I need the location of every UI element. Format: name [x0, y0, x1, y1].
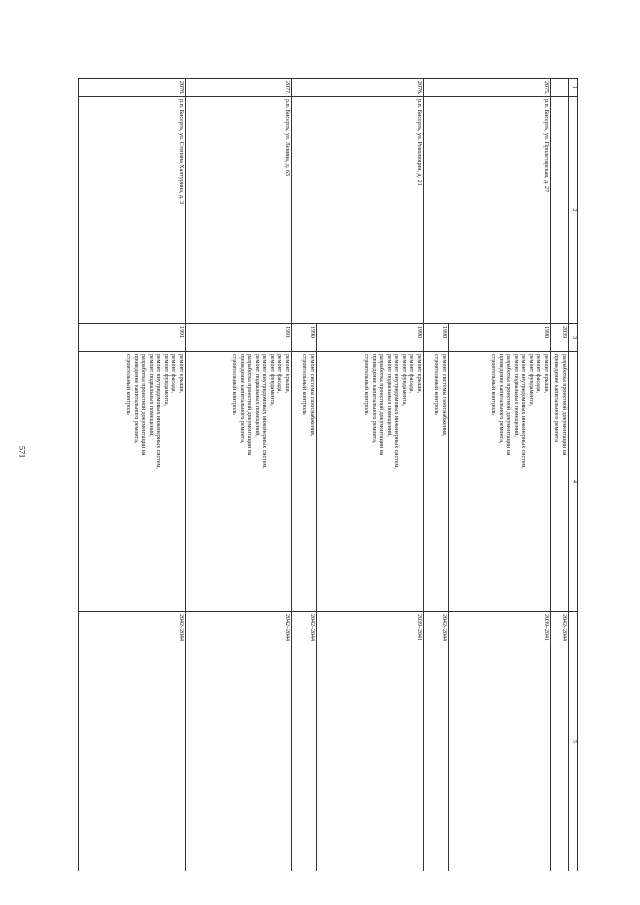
year-cell: 1991 [79, 324, 186, 352]
period-cell: 2039–2041 [317, 612, 424, 872]
column-number-header: 4 [569, 352, 578, 612]
row-number-cell: 2077. [186, 79, 292, 97]
column-number-row [569, 79, 578, 872]
address-cell [551, 97, 569, 324]
period-cell: 2042–2044 [79, 612, 186, 872]
works-cell: ремонт крыши, ремонт фасада, ремонт фундамента, ремонт внутридомовых инженерных систем, ремонт подвальных помещений, разработка проектной документации на проведение капитального ремонта, строительный контроль [186, 352, 292, 612]
table-row [551, 79, 569, 872]
column-number-header: 1 [569, 79, 578, 97]
rotated-page-area [74, 78, 578, 871]
column-number-header: 3 [569, 324, 578, 352]
period-cell: 2042–2044 [186, 612, 292, 872]
year-cell: 1990 [317, 324, 424, 352]
address-cell: р.п. Бисерть, ул. Пролетарская, д. 27 [424, 97, 551, 324]
address-cell: р.п. Бисерть, ул. Ленина, д. 63 [186, 97, 292, 324]
column-number-header: 2 [569, 97, 578, 324]
repair-schedule-table [78, 78, 578, 871]
year-cell: 1991 [186, 324, 292, 352]
year-cell: 2039 [551, 324, 569, 352]
year-cell: 1990 [424, 324, 449, 352]
table-row [317, 79, 424, 872]
table-rotation-wrapper [74, 78, 578, 871]
column-number-header: 5 [569, 612, 578, 872]
period-cell: 2039–2041 [449, 612, 551, 872]
year-cell: 1990 [292, 324, 317, 352]
works-cell: ремонт крыши, ремонт фасада, ремонт фундамента, ремонт внутридомовых инженерных систем, ремонт подвальных помещений, разработка проектной документации на проведение капитального ремонта, строительный контроль [449, 352, 551, 612]
row-number-cell: 2078. [79, 79, 186, 97]
table-row [79, 79, 186, 872]
works-cell: ремонт системы газоснабжения, строительный контроль [424, 352, 449, 612]
address-cell: р.п. Бисерть, ул. Революции, д. 21 [292, 97, 424, 324]
works-cell: разработка проектной документации на проведение капитального ремонта [551, 352, 569, 612]
address-cell: р.п. Бисерть, ул. Степана Халтурина, д. 3 [79, 97, 186, 324]
table-row [186, 79, 292, 872]
page-number: 571 [17, 446, 27, 458]
period-cell: 2042–2044 [424, 612, 449, 872]
works-cell: ремонт системы газоснабжения, строительный контроль [292, 352, 317, 612]
period-cell: 2042–2044 [292, 612, 317, 872]
year-cell: 1990 [449, 324, 551, 352]
period-cell: 2042–2044 [551, 612, 569, 872]
row-number-cell: 2075. [424, 79, 551, 97]
works-cell: ремонт крыши, ремонт фасада, ремонт фундамента, ремонт внутридомовых инженерных систем, ремонт подвальных помещений, разработка проектной документации на проведение капитального ремонта, строительный контроль [317, 352, 424, 612]
works-cell: ремонт крыши, ремонт фасада, ремонт фундамента, ремонт внутридомовых инженерных систем, ремонт подвальных помещений, разработка проектной документации на проведение капитального ремонта, строительный контроль [79, 352, 186, 612]
row-number-cell: 2076. [292, 79, 424, 97]
row-number-cell [551, 79, 569, 97]
table-row [449, 79, 551, 872]
